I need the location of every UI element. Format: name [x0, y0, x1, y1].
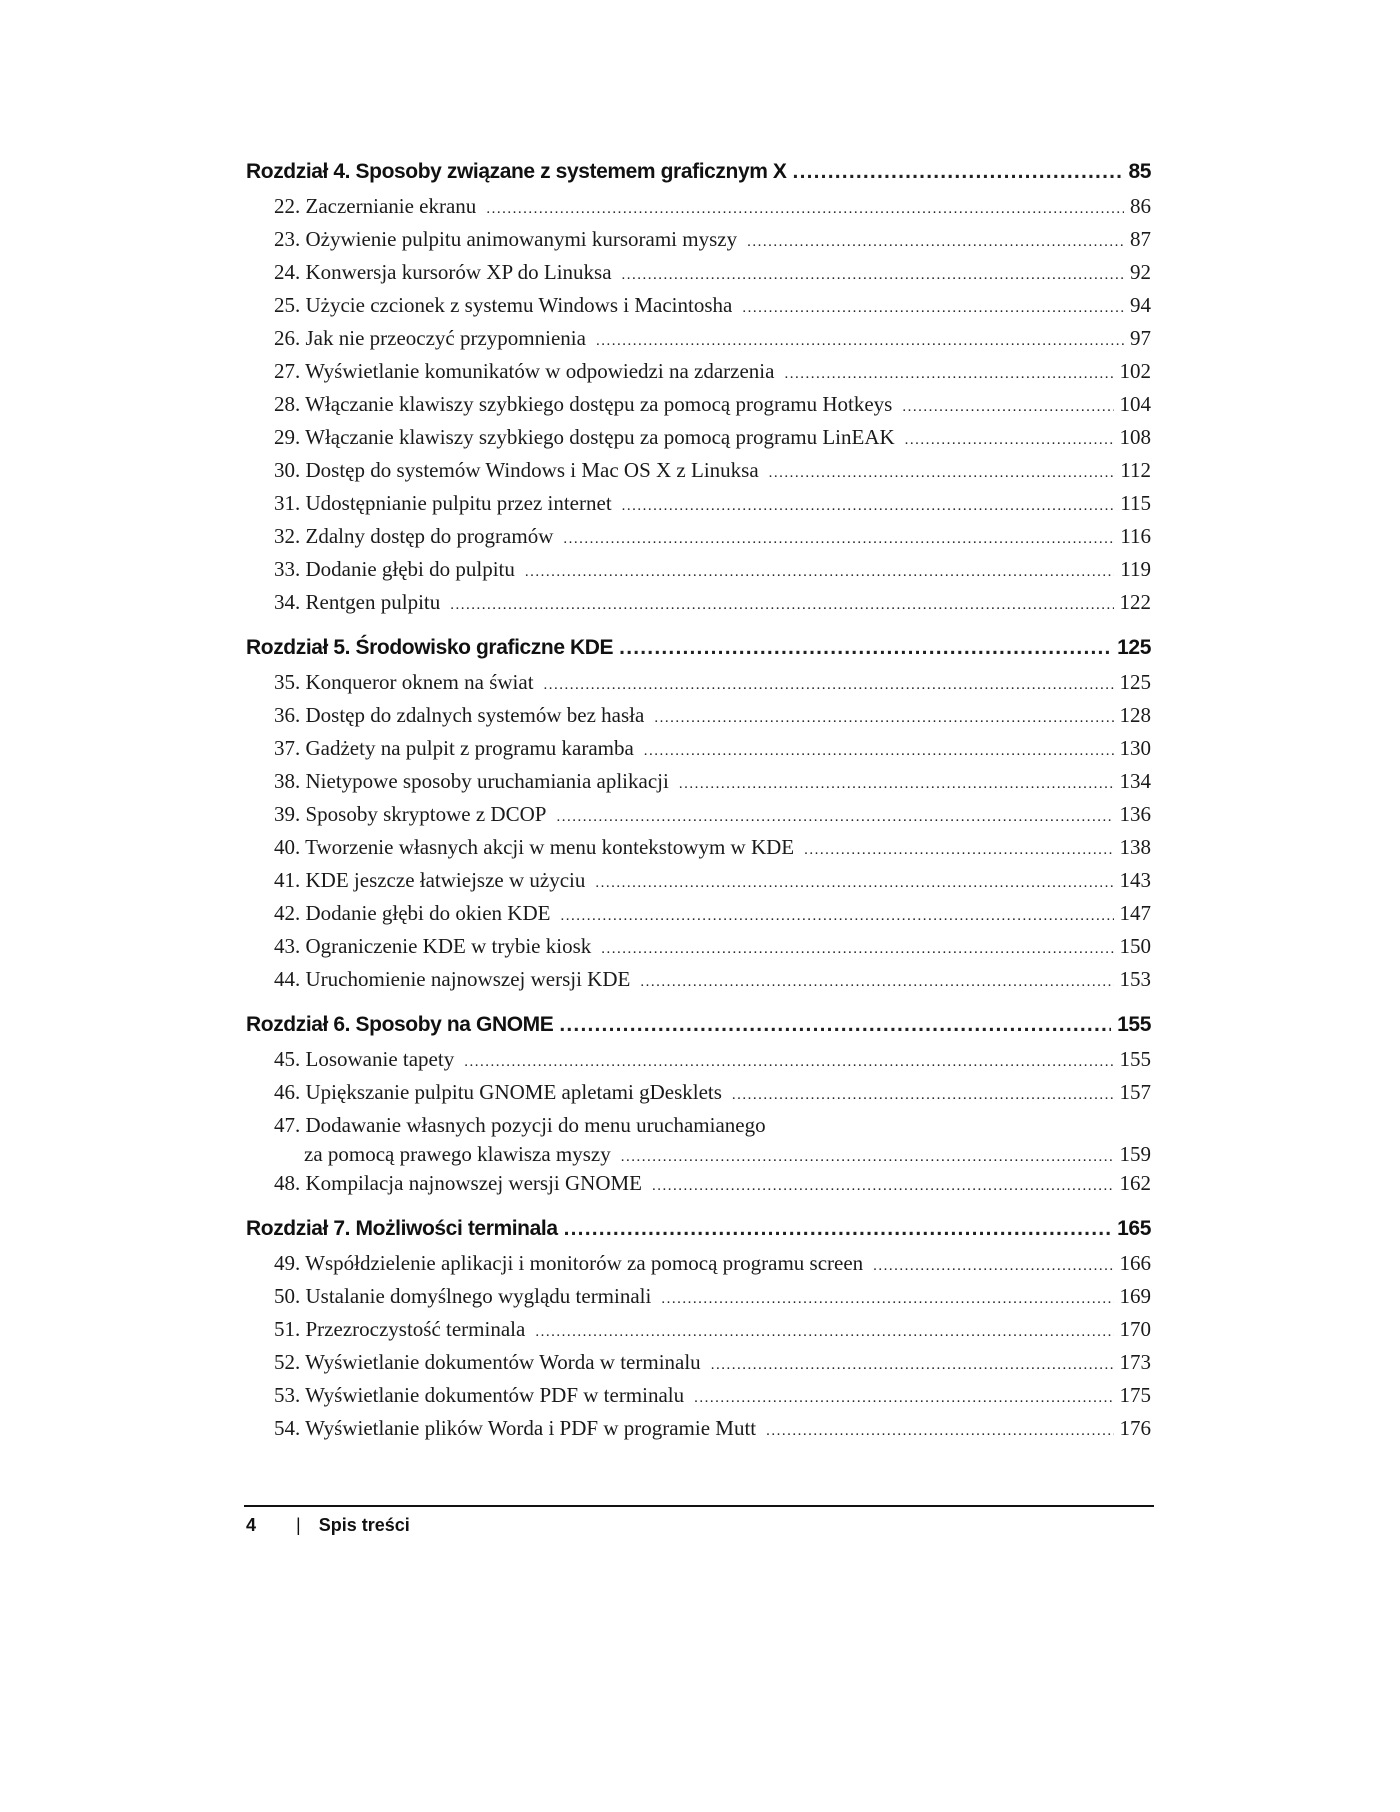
toc-entry[interactable] [246, 670, 1151, 703]
dot-leader [694, 1390, 1113, 1407]
dot-leader [450, 597, 1113, 614]
chapter-title: Rozdział 6. Sposoby na GNOME [246, 1013, 554, 1036]
entry-page-number: 153 [1119, 967, 1151, 991]
dot-leader [661, 1291, 1113, 1308]
dot-leader [464, 1054, 1113, 1071]
entry-page-number: 130 [1119, 736, 1151, 760]
dot-leader [804, 842, 1113, 859]
footer-rule [244, 1505, 1154, 1507]
toc-entry[interactable] [246, 392, 1151, 425]
dot-leader [563, 531, 1114, 548]
entry-page-number: 122 [1119, 590, 1151, 614]
entry-title: 31. Udostępnianie pulpitu przez internet [274, 491, 612, 515]
chapter-heading[interactable] [246, 636, 1151, 670]
toc-chapter [246, 160, 1151, 623]
toc-entry[interactable] [246, 557, 1151, 590]
entry-title: 30. Dostęp do systemów Windows i Mac OS X z Linuksa [274, 458, 759, 482]
entry-title: 39. Sposoby skryptowe z DCOP [274, 802, 547, 826]
toc-entry[interactable] [246, 194, 1151, 227]
entry-title: 47. Dodawanie własnych pozycji do menu uruchamianego [274, 1113, 766, 1137]
toc-entry[interactable] [246, 703, 1151, 736]
entry-page-number: 102 [1119, 359, 1151, 383]
entry-page-number: 176 [1119, 1416, 1151, 1440]
entry-page-number: 147 [1119, 901, 1151, 925]
entry-title: 32. Zdalny dostęp do programów [274, 524, 554, 548]
dot-leader [902, 399, 1113, 416]
toc-entry[interactable] [246, 934, 1151, 967]
entry-page-number: 166 [1119, 1251, 1151, 1275]
entry-title: 24. Konwersja kursorów XP do Linuksa [274, 260, 612, 284]
dot-leader [766, 1423, 1113, 1440]
entry-page-number: 108 [1119, 425, 1151, 449]
toc-entry[interactable] [246, 293, 1151, 326]
footer-separator: | [296, 1515, 301, 1535]
toc-entry[interactable] [246, 1416, 1151, 1449]
entry-page-number: 97 [1130, 326, 1151, 350]
toc-entry[interactable] [246, 524, 1151, 557]
entry-title: 50. Ustalanie domyślnego wyglądu terminali [274, 1284, 652, 1308]
entry-title: 36. Dostęp do zdalnych systemów bez hasła [274, 703, 645, 727]
entry-page-number: 157 [1119, 1080, 1151, 1104]
dot-leader [793, 160, 1123, 184]
toc-entry[interactable] [246, 1284, 1151, 1317]
entry-page-number: 119 [1120, 557, 1151, 581]
entry-page-number: 128 [1119, 703, 1151, 727]
dot-leader [619, 636, 1111, 660]
entry-title: 44. Uruchomienie najnowszej wersji KDE [274, 967, 631, 991]
entry-title: 41. KDE jeszcze łatwiejsze w użyciu [274, 868, 586, 892]
entry-title: 25. Użycie czcionek z systemu Windows i Macintosha [274, 293, 733, 317]
entry-title: 34. Rentgen pulpitu [274, 590, 441, 614]
dot-leader [654, 710, 1113, 727]
toc-chapter [246, 636, 1151, 1000]
entry-page-number: 162 [1119, 1171, 1151, 1195]
entry-page-number: 116 [1120, 524, 1151, 548]
toc-entry[interactable] [246, 491, 1151, 524]
toc-entry[interactable] [246, 326, 1151, 359]
toc-entry[interactable] [246, 1251, 1151, 1284]
dot-leader [544, 677, 1114, 694]
entry-page-number: 150 [1119, 934, 1151, 958]
toc-chapter [246, 1217, 1151, 1449]
dot-leader [644, 743, 1114, 760]
dot-leader [564, 1217, 1112, 1241]
entry-title: 53. Wyświetlanie dokumentów PDF w terminalu [274, 1383, 685, 1407]
toc-entry[interactable] [246, 736, 1151, 769]
toc-entry[interactable] [246, 868, 1151, 901]
toc-entry[interactable] [246, 1047, 1151, 1080]
dot-leader [595, 875, 1113, 892]
dot-leader [905, 432, 1114, 449]
table-of-contents [246, 160, 1151, 1462]
dot-leader [873, 1258, 1113, 1275]
dot-leader [640, 974, 1113, 991]
entry-title: 42. Dodanie głębi do okien KDE [274, 901, 551, 925]
entry-title: 40. Tworzenie własnych akcji w menu kontekstowym w KDE [274, 835, 795, 859]
toc-chapter [246, 1013, 1151, 1204]
entry-page-number: 138 [1119, 835, 1151, 859]
chapter-heading[interactable] [246, 160, 1151, 194]
chapter-heading[interactable] [246, 1217, 1151, 1251]
entry-page-number: 112 [1120, 458, 1151, 482]
entry-title: 49. Współdzielenie aplikacji i monitorów za pomocą programu screen [274, 1251, 864, 1275]
chapter-page-number: 165 [1117, 1217, 1151, 1240]
dot-leader [601, 941, 1113, 958]
dot-leader [525, 564, 1114, 581]
entry-title: 33. Dodanie głębi do pulpitu [274, 557, 515, 581]
toc-entry[interactable] [246, 359, 1151, 392]
entry-title: 37. Gadżety na pulpit z programu karamba [274, 736, 634, 760]
entry-title: 23. Ożywienie pulpitu animowanymi kursorami myszy [274, 227, 738, 251]
toc-entry[interactable] [246, 1383, 1151, 1416]
entry-title: 29. Włączanie klawiszy szybkiego dostępu za pomocą programu LinEAK [274, 425, 895, 449]
toc-entry[interactable] [246, 458, 1151, 491]
entry-page-number: 143 [1119, 868, 1151, 892]
toc-entry[interactable] [246, 1317, 1151, 1350]
toc-entry[interactable] [246, 802, 1151, 835]
entry-title: 48. Kompilacja najnowszej wersji GNOME [274, 1171, 643, 1195]
entry-title: 38. Nietypowe sposoby uruchamiania aplikacji [274, 769, 669, 793]
entry-page-number: 86 [1130, 194, 1151, 218]
entry-page-number: 104 [1119, 392, 1151, 416]
entry-page-number: 125 [1119, 670, 1151, 694]
dot-leader [622, 267, 1124, 284]
entry-title: 28. Włączanie klawiszy szybkiego dostępu za pomocą programu Hotkeys [274, 392, 893, 416]
dot-leader [622, 498, 1115, 515]
toc-entry-continuation[interactable] [246, 1142, 1151, 1171]
chapter-heading[interactable] [246, 1013, 1151, 1047]
chapter-page-number: 85 [1128, 160, 1151, 183]
footer-page-number: 4 [246, 1515, 257, 1535]
toc-entry[interactable] [246, 967, 1151, 1000]
entry-page-number: 175 [1119, 1383, 1151, 1407]
toc-entry[interactable] [246, 1350, 1151, 1383]
chapter-title: Rozdział 5. Środowisko graficzne KDE [246, 636, 614, 659]
toc-entry[interactable] [246, 227, 1151, 260]
dot-leader [596, 333, 1124, 350]
entry-title: 22. Zaczernianie ekranu [274, 194, 477, 218]
chapter-page-number: 155 [1117, 1013, 1151, 1036]
entry-title: 27. Wyświetlanie komunikatów w odpowiedzi na zdarzenia [274, 359, 775, 383]
entry-title: 46. Upiększanie pulpitu GNOME apletami gDesklets [274, 1080, 722, 1104]
entry-title: 51. Przezroczystość terminala [274, 1317, 526, 1341]
footer-section-title: Spis treści [318, 1515, 410, 1535]
dot-leader [556, 809, 1113, 826]
toc-entry[interactable] [246, 1113, 1151, 1142]
toc-entry[interactable] [246, 1171, 1151, 1204]
dot-leader [732, 1087, 1114, 1104]
toc-entry[interactable] [246, 260, 1151, 293]
entry-page-number: 94 [1130, 293, 1151, 317]
page-footer [246, 1515, 410, 1536]
dot-leader [679, 776, 1114, 793]
entry-title: 26. Jak nie przeoczyć przypomnienia [274, 326, 586, 350]
toc-entry[interactable] [246, 590, 1151, 623]
chapter-title: Rozdział 7. Możliwości terminala [246, 1217, 558, 1240]
entry-page-number: 115 [1120, 491, 1151, 515]
entry-page-number: 92 [1130, 260, 1151, 284]
entry-page-number: 173 [1119, 1350, 1151, 1374]
dot-leader [535, 1324, 1113, 1341]
toc-entry[interactable] [246, 835, 1151, 868]
entry-page-number: 87 [1130, 227, 1151, 251]
entry-title-continuation: za pomocą prawego klawisza myszy [304, 1142, 611, 1166]
entry-page-number: 134 [1119, 769, 1151, 793]
entry-title: 35. Konqueror oknem na świat [274, 670, 534, 694]
entry-page-number: 155 [1119, 1047, 1151, 1071]
chapter-page-number: 125 [1117, 636, 1151, 659]
entry-title: 54. Wyświetlanie plików Worda i PDF w programie Mutt [274, 1416, 757, 1440]
entry-title: 52. Wyświetlanie dokumentów Worda w terminalu [274, 1350, 701, 1374]
chapter-title: Rozdział 4. Sposoby związane z systemem graficznym X [246, 160, 787, 183]
dot-leader [747, 234, 1124, 251]
dot-leader [711, 1357, 1114, 1374]
dot-leader [652, 1178, 1113, 1195]
dot-leader [784, 366, 1113, 383]
entry-page-number: 136 [1119, 802, 1151, 826]
dot-leader [769, 465, 1115, 482]
entry-page-number: 159 [1119, 1142, 1151, 1166]
dot-leader [559, 1013, 1111, 1037]
toc-entry[interactable] [246, 425, 1151, 458]
toc-entry[interactable] [246, 769, 1151, 802]
entry-title: 45. Losowanie tapety [274, 1047, 455, 1071]
toc-entry[interactable] [246, 1080, 1151, 1113]
entry-page-number: 169 [1119, 1284, 1151, 1308]
entry-title: 43. Ograniczenie KDE w trybie kiosk [274, 934, 592, 958]
dot-leader [621, 1149, 1114, 1166]
dot-leader [742, 300, 1124, 317]
dot-leader [486, 201, 1124, 218]
entry-page-number: 170 [1119, 1317, 1151, 1341]
toc-entry[interactable] [246, 901, 1151, 934]
dot-leader [560, 908, 1113, 925]
